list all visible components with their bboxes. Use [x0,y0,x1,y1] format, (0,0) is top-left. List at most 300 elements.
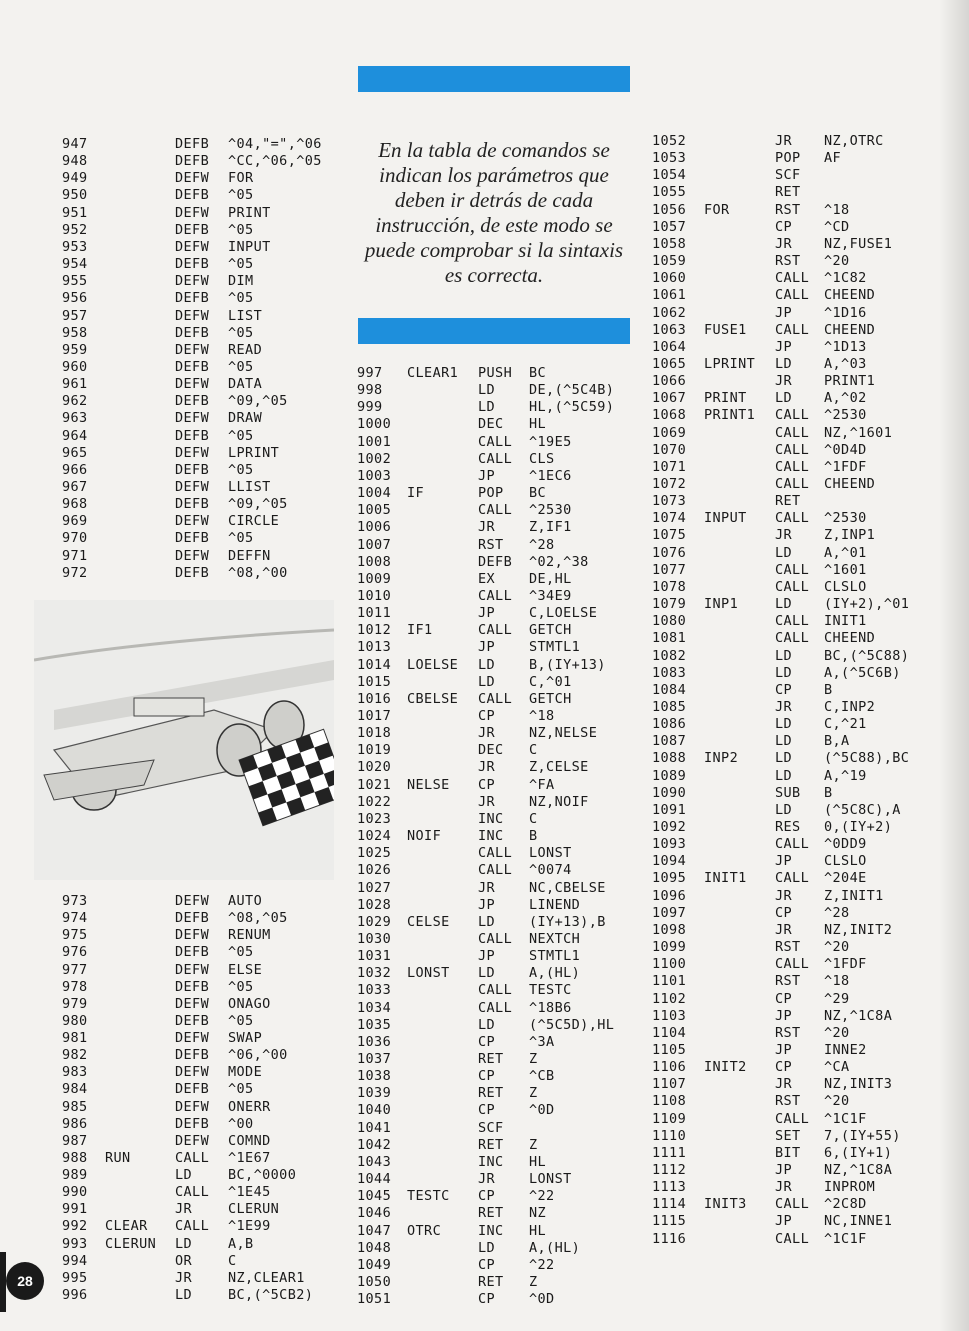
line-number: 1109 [652,1110,687,1127]
operand: C,^01 [529,673,572,690]
operand: MODE [228,1064,263,1081]
opcode: CP [775,990,793,1007]
line-number: 1049 [357,1256,392,1273]
opcode: PUSH [478,365,513,381]
line-number: 970 [62,530,88,547]
operand: ^02,^38 [529,553,589,570]
line-number: 1062 [652,304,687,321]
line-number: 955 [62,273,88,290]
operand: FOR [228,170,254,187]
line-number: 1042 [357,1136,392,1153]
opcode: JR [478,519,496,536]
line-number: 947 [62,136,88,152]
operand: Z [529,1273,538,1290]
line-number: 1013 [357,639,392,656]
line-number: 1089 [652,767,687,784]
opcode: CALL [775,1196,810,1213]
operand: LONST [529,845,572,862]
operand: C,INP2 [824,698,876,715]
line-number: 1037 [357,1051,392,1067]
line-number: 1006 [357,519,392,536]
operand: ^1D13 [824,338,867,355]
line-number: 1112 [652,1162,687,1178]
line-number: 997 [357,365,383,381]
opcode: RET [478,1205,504,1222]
label: RUN [105,1149,131,1166]
operand: (^5C8C),A [824,801,901,818]
line-number: 1081 [652,630,687,647]
operand: B [529,828,538,845]
opcode: RST [775,973,801,990]
opcode: DEC [478,742,504,759]
operand: ^05 [228,358,254,375]
operand: LLIST [228,479,271,495]
opcode: JP [478,948,496,965]
opcode: JR [175,1201,193,1218]
operand: NC,CBELSE [529,879,606,896]
line-number: 1026 [357,862,392,879]
line-number: 1106 [652,1059,687,1076]
operand: INPROM [824,1179,876,1196]
line-number: 986 [62,1115,88,1132]
operand: ^1FDF [824,458,867,475]
line-number: 967 [62,479,88,495]
opcode: CALL [478,690,513,707]
line-number: 1016 [357,690,392,707]
line-number: 1035 [357,1016,392,1033]
operand: ^08,^05 [228,910,288,927]
operand: NZ,INIT2 [824,921,893,938]
line-number: 1054 [652,167,687,184]
line-number: 1107 [652,1076,687,1093]
opcode: CALL [775,287,810,304]
opcode: DEFB [175,187,210,204]
opcode: DEFW [175,1064,210,1081]
line-number: 979 [62,995,88,1012]
line-number: 1060 [652,270,687,287]
opcode: DEFW [175,1098,210,1115]
operand: ^18B6 [529,999,572,1016]
line-number: 1100 [652,956,687,973]
opcode: DEFB [175,461,210,478]
operand: A,^03 [824,355,867,372]
opcode: JR [775,887,793,904]
label: CLEAR1 [407,365,459,381]
opcode: CALL [478,433,513,450]
line-number: 973 [62,893,88,909]
opcode: DEFB [175,153,210,170]
line-number: 991 [62,1201,88,1218]
label: INP1 [704,596,739,613]
operand: ^1C82 [824,270,867,287]
operand: A,B [228,1235,254,1252]
opcode: INC [478,1222,504,1239]
label: INP2 [704,750,739,767]
opcode: JR [775,527,793,544]
operand: LPRINT [228,444,280,461]
line-number: 971 [62,547,88,564]
operand: TESTC [529,982,572,999]
line-number: 959 [62,341,88,358]
operand: 0,(IY+2) [824,819,893,835]
opcode: CALL [775,613,810,630]
opcode: CP [478,1068,496,1085]
opcode: CP [775,218,793,235]
opcode: JP [478,467,496,484]
opcode: LD [478,1239,496,1256]
operand: ^34E9 [529,587,572,604]
opcode: JP [775,338,793,355]
line-number: 1033 [357,982,392,999]
line-number: 977 [62,961,88,978]
opcode: JR [478,1171,496,1188]
line-number: 964 [62,427,88,444]
opcode: JR [775,235,793,252]
opcode: DEFB [175,496,210,513]
line-number: 1099 [652,939,687,956]
operand: ^05 [228,1081,254,1098]
operand: ^22 [529,1188,555,1205]
operand: Z [529,1085,538,1102]
operand: ^2530 [824,510,867,527]
label: CBELSE [407,690,459,707]
opcode: CALL [478,845,513,862]
line-number: 992 [62,1218,88,1235]
opcode: EX [478,570,496,587]
label: LPRINT [704,355,756,372]
opcode: CALL [775,561,810,578]
second-color-bar [358,318,630,344]
line-number: 1005 [357,502,392,519]
opcode: CP [478,1291,496,1308]
opcode: DEFB [175,358,210,375]
line-number: 1088 [652,750,687,767]
opcode: LD [775,664,793,681]
opcode: CALL [478,450,513,467]
opcode: RST [775,1093,801,1110]
line-number: 1068 [652,407,687,424]
line-number: 1102 [652,990,687,1007]
line-number: 1043 [357,1153,392,1170]
operand: DE,(^5C4B) [529,382,615,399]
operand: BC,^0000 [228,1167,297,1184]
line-number: 999 [357,399,383,416]
operand: A,(HL) [529,965,581,982]
opcode: CALL [775,956,810,973]
operand: NZ,FUSE1 [824,235,893,252]
opcode: CALL [478,930,513,947]
line-number: 1077 [652,561,687,578]
label: INIT1 [704,870,747,887]
line-number: 952 [62,221,88,238]
operand: HL,(^5C59) [529,399,615,416]
opcode: DEFB [175,978,210,995]
operand: ^1C1F [824,1230,867,1247]
line-number: 1079 [652,596,687,613]
line-number: 957 [62,307,88,324]
operand: INIT1 [824,613,867,630]
operand: ^204E [824,870,867,887]
opcode: DEFW [175,410,210,427]
opcode: CALL [775,441,810,458]
line-number: 1115 [652,1213,687,1230]
operand: C [529,810,538,827]
operand: Z [529,1136,538,1153]
opcode: LD [478,656,496,673]
line-number: 1065 [652,355,687,372]
operand: BC [529,365,547,381]
line-number: 982 [62,1047,88,1064]
operand: NZ,NOIF [529,793,589,810]
operand: ^04,"=",^06 [228,136,322,152]
opcode: JR [478,759,496,776]
operand: ^22 [529,1256,555,1273]
opcode: DEFB [175,564,210,581]
line-number: 1021 [357,776,392,793]
line-number: 1085 [652,698,687,715]
line-number: 1029 [357,913,392,930]
opcode: DEFW [175,170,210,187]
opcode: RET [478,1136,504,1153]
operand: ^08,^00 [228,564,288,581]
label: NELSE [407,776,450,793]
operand: SWAP [228,1030,263,1047]
operand: ^CA [824,1059,850,1076]
line-number: 1084 [652,681,687,698]
operand: NEXTCH [529,930,581,947]
opcode: CP [775,904,793,921]
opcode: DEFW [175,307,210,324]
opcode: DEFW [175,547,210,564]
operand: NZ,^1601 [824,424,893,441]
opcode: SCF [478,1119,504,1136]
operand: ^0D [529,1102,555,1119]
line-number: 1074 [652,510,687,527]
opcode: DEFB [175,910,210,927]
line-number: 968 [62,496,88,513]
operand: ^18 [529,708,555,724]
opcode: CALL [478,622,513,639]
line-number: 1093 [652,836,687,853]
line-number: 1004 [357,485,392,502]
line-number: 989 [62,1167,88,1184]
operand: ^28 [529,536,555,553]
operand: PRINT1 [824,373,876,390]
operand: CHEEND [824,321,876,338]
operand: ^2530 [824,407,867,424]
opcode: LD [775,390,793,407]
opcode: CALL [478,982,513,999]
opcode: DEFW [175,513,210,530]
line-number: 1111 [652,1144,687,1161]
label: IF1 [407,622,433,639]
line-number: 1010 [357,587,392,604]
page-edge-shadow [939,0,969,1331]
line-number: 1058 [652,235,687,252]
line-number: 1078 [652,578,687,595]
line-number: 987 [62,1132,88,1149]
line-number: 1053 [652,150,687,167]
line-number: 1066 [652,373,687,390]
opcode: DEFW [175,961,210,978]
opcode: JP [478,605,496,622]
opcode: INC [478,828,504,845]
opcode: INC [478,1153,504,1170]
operand: ^05 [228,1012,254,1029]
opcode: JP [478,896,496,913]
opcode: RST [775,201,801,218]
line-number: 1087 [652,733,687,750]
line-number: 1002 [357,450,392,467]
opcode: CALL [775,510,810,527]
opcode: CP [478,776,496,793]
operand: ^05 [228,944,254,961]
opcode: DEFB [175,1047,210,1064]
operand: Z,INP1 [824,527,876,544]
line-number: 961 [62,376,88,393]
operand: ^05 [228,461,254,478]
line-number: 969 [62,513,88,530]
operand: NZ,^1C8A [824,1007,893,1024]
opcode: CP [775,681,793,698]
line-number: 1034 [357,999,392,1016]
line-number: 1076 [652,544,687,561]
opcode: CALL [775,630,810,647]
line-number: 980 [62,1012,88,1029]
opcode: CALL [175,1184,210,1201]
line-number: 1075 [652,527,687,544]
line-number: 1015 [357,673,392,690]
opcode: RES [775,819,801,835]
opcode: LD [775,767,793,784]
opcode: JR [175,1269,193,1286]
operand: (IY+13),B [529,913,606,930]
operand: GETCH [529,622,572,639]
line-number: 1091 [652,801,687,818]
opcode: DEFB [175,136,210,152]
line-number: 1038 [357,1068,392,1085]
operand: ^CB [529,1068,555,1085]
line-number: 1090 [652,784,687,801]
operand: C [228,1252,237,1269]
operand: ^0DD9 [824,836,867,853]
operand: CLERUN [228,1201,280,1218]
line-number: 974 [62,910,88,927]
opcode: SUB [775,784,801,801]
opcode: DEFW [175,204,210,221]
operand: A,^01 [824,544,867,561]
opcode: LD [775,647,793,664]
line-number: 1094 [652,853,687,870]
line-number: 1114 [652,1196,687,1213]
line-number: 975 [62,927,88,944]
opcode: LD [478,382,496,399]
opcode: CALL [175,1149,210,1166]
operand: B [824,681,833,698]
line-number: 953 [62,238,88,255]
line-number: 983 [62,1064,88,1081]
opcode: INC [478,810,504,827]
line-number: 985 [62,1098,88,1115]
line-number: 1116 [652,1230,687,1247]
line-number: 1047 [357,1222,392,1239]
opcode: SET [775,1127,801,1144]
line-number: 948 [62,153,88,170]
line-number: 1092 [652,819,687,835]
opcode: CALL [775,458,810,475]
operand: GETCH [529,690,572,707]
operand: ^1601 [824,561,867,578]
line-number: 958 [62,324,88,341]
opcode: DEFW [175,273,210,290]
opcode: LD [775,355,793,372]
label: CELSE [407,913,450,930]
operand: ^1D16 [824,304,867,321]
line-number: 978 [62,978,88,995]
line-number: 1019 [357,742,392,759]
opcode: OR [175,1252,193,1269]
line-number: 1045 [357,1188,392,1205]
operand: (IY+2),^01 [824,596,910,613]
line-number: 1072 [652,476,687,492]
operand: CIRCLE [228,513,280,530]
line-number: 1039 [357,1085,392,1102]
operand: A,^19 [824,767,867,784]
label: INPUT [704,510,747,527]
operand: PRINT [228,204,271,221]
opcode: JR [478,793,496,810]
opcode: DEFB [478,553,513,570]
operand: ^20 [824,253,850,270]
line-number: 1055 [652,184,687,201]
opcode: RET [478,1273,504,1290]
opcode: BIT [775,1144,801,1161]
opcode: CALL [478,502,513,519]
label: LOELSE [407,656,459,673]
operand: ^0074 [529,862,572,879]
opcode: LD [478,913,496,930]
operand: ^CC,^06,^05 [228,153,322,170]
line-number: 990 [62,1184,88,1201]
line-number: 1098 [652,921,687,938]
line-number: 984 [62,1081,88,1098]
opcode: CALL [775,270,810,287]
operand: Z,IF1 [529,519,572,536]
line-number: 1108 [652,1093,687,1110]
opcode: LD [175,1286,193,1303]
line-number: 1000 [357,416,392,433]
line-number: 1056 [652,201,687,218]
opcode: CP [478,1033,496,1050]
operand: NZ,OTRC [824,133,884,149]
opcode: CALL [775,836,810,853]
opcode: CP [775,1059,793,1076]
operand: (^5C88),BC [824,750,910,767]
line-number: 1041 [357,1119,392,1136]
opcode: CALL [775,1110,810,1127]
operand: ^0D4D [824,441,867,458]
operand: AF [824,150,842,167]
line-number: 1025 [357,845,392,862]
opcode: DEFB [175,324,210,341]
line-number: 1101 [652,973,687,990]
operand: HL [529,1153,547,1170]
operand: ^20 [824,939,850,956]
opcode: CALL [478,862,513,879]
operand: NZ [529,1205,547,1222]
operand: HL [529,1222,547,1239]
line-number: 1046 [357,1205,392,1222]
